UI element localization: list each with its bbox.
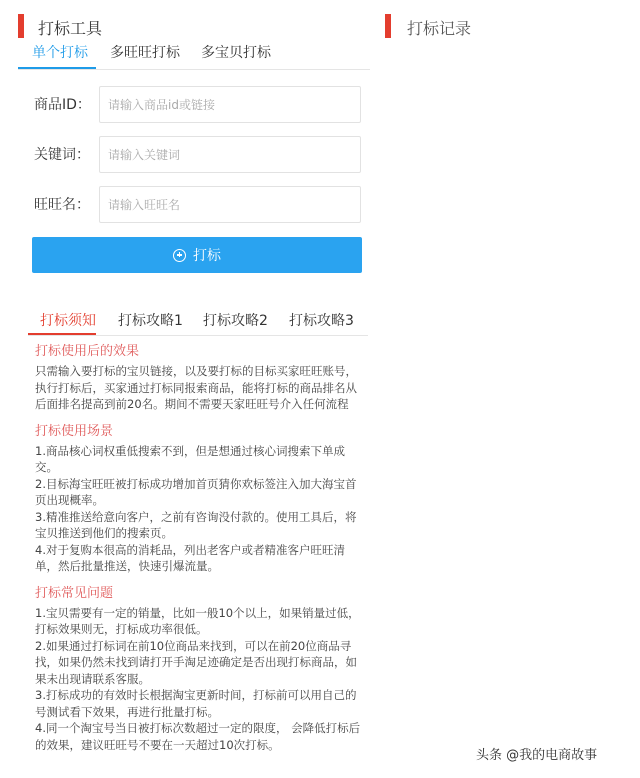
tab-guide-notice[interactable]: 打标须知	[40, 313, 96, 329]
wangwang-row	[34, 186, 362, 236]
section-text: 2.目标海宝旺旺被打标成功增加首页猜你欢标签注入加大海宝首页出现概率。	[35, 476, 357, 507]
section-text: 2.如果通过打标词在前10位商品来找到，可以在前20位商品寻找，如果仍然未找到请打开手淘足迹确定是否出现打标商品，如果未出现请联系客服。	[35, 638, 357, 686]
tab-single[interactable]: 单个打标	[32, 45, 88, 61]
watermark: 头条 @我的电商故事	[476, 748, 598, 763]
record-panel	[385, 0, 625, 50]
section-text: 3.打标成功的有效时长根据淘宝更新时间，打标前可以用自己的号测试看下效果，再进行批量打标。	[35, 688, 357, 719]
section-text: 1.宝贝需要有一定的销量，比如一般10个以上，如果销量过低，打标效果则无，打标成功率很低。	[35, 605, 360, 636]
keyword-label: 关键词：	[34, 147, 90, 163]
section-text: 只需输入要打标的宝贝链接，以及要打标的目标买家旺旺账号，执行打标后，买家通过打标同报索商品，能将打标的商品排名从后面排名提高到前20名。期间不需要天家旺旺号介入任何流程	[35, 364, 357, 411]
submit-tag-button[interactable]	[32, 237, 362, 273]
guide-content	[35, 343, 365, 763]
section-scenarios	[35, 423, 365, 575]
submit-tag-label: 打标	[193, 248, 221, 264]
section-text: 1.商品核心词权重低搜索不到，但是想通过核心词搜索下单成交。	[35, 443, 345, 474]
wangwang-input[interactable]	[99, 186, 361, 223]
section-heading: 打标常见问题	[35, 585, 114, 601]
section-text: 4.对于复购本很高的消耗品，列出老客户或者精准客户旺旺清单，然后批量推送，快速引爆流量。	[35, 542, 345, 573]
product-id-input[interactable]	[99, 86, 361, 123]
tool-panel	[18, 0, 370, 752]
plus-circle-icon	[173, 249, 186, 262]
tool-panel-title: 打标工具	[38, 19, 103, 38]
tab-multi-product[interactable]: 多宝贝打标	[201, 45, 271, 61]
product-id-label: 商品ID：	[34, 97, 91, 113]
mode-tabs	[18, 34, 370, 70]
wangwang-label: 旺旺名：	[34, 197, 90, 213]
section-text: 4.同一个淘宝号当日被打标次数超过一定的限度， 会降低打标后的效果，建议旺旺号不要在一天超过10次打标。	[35, 721, 361, 752]
active-tab-indicator	[18, 67, 96, 69]
tab-multi-wangwang[interactable]: 多旺旺打标	[110, 45, 180, 61]
tab-guide-2[interactable]: 打标攻略2	[203, 313, 268, 329]
keyword-row	[34, 136, 362, 186]
section-effect	[35, 343, 365, 413]
record-panel-title: 打标记录	[407, 19, 472, 38]
section-heading: 打标使用后的效果	[35, 344, 140, 359]
tag-form	[34, 86, 362, 236]
record-panel-header	[385, 14, 625, 50]
section-text: 3.精准推送给意向客户，之前有咨询没付款的。使用工具后，将宝贝推送到他们的搜索页。	[35, 509, 357, 540]
section-heading: 打标使用场景	[35, 423, 114, 439]
section-faq	[35, 585, 365, 754]
header-accent-bar	[385, 14, 391, 38]
product-id-row	[34, 86, 362, 136]
keyword-input[interactable]	[99, 136, 361, 173]
guide-tabs	[28, 300, 368, 336]
tab-guide-3[interactable]: 打标攻略3	[289, 313, 354, 329]
guide-active-indicator	[28, 333, 96, 335]
tab-guide-1[interactable]: 打标攻略1	[118, 313, 183, 329]
